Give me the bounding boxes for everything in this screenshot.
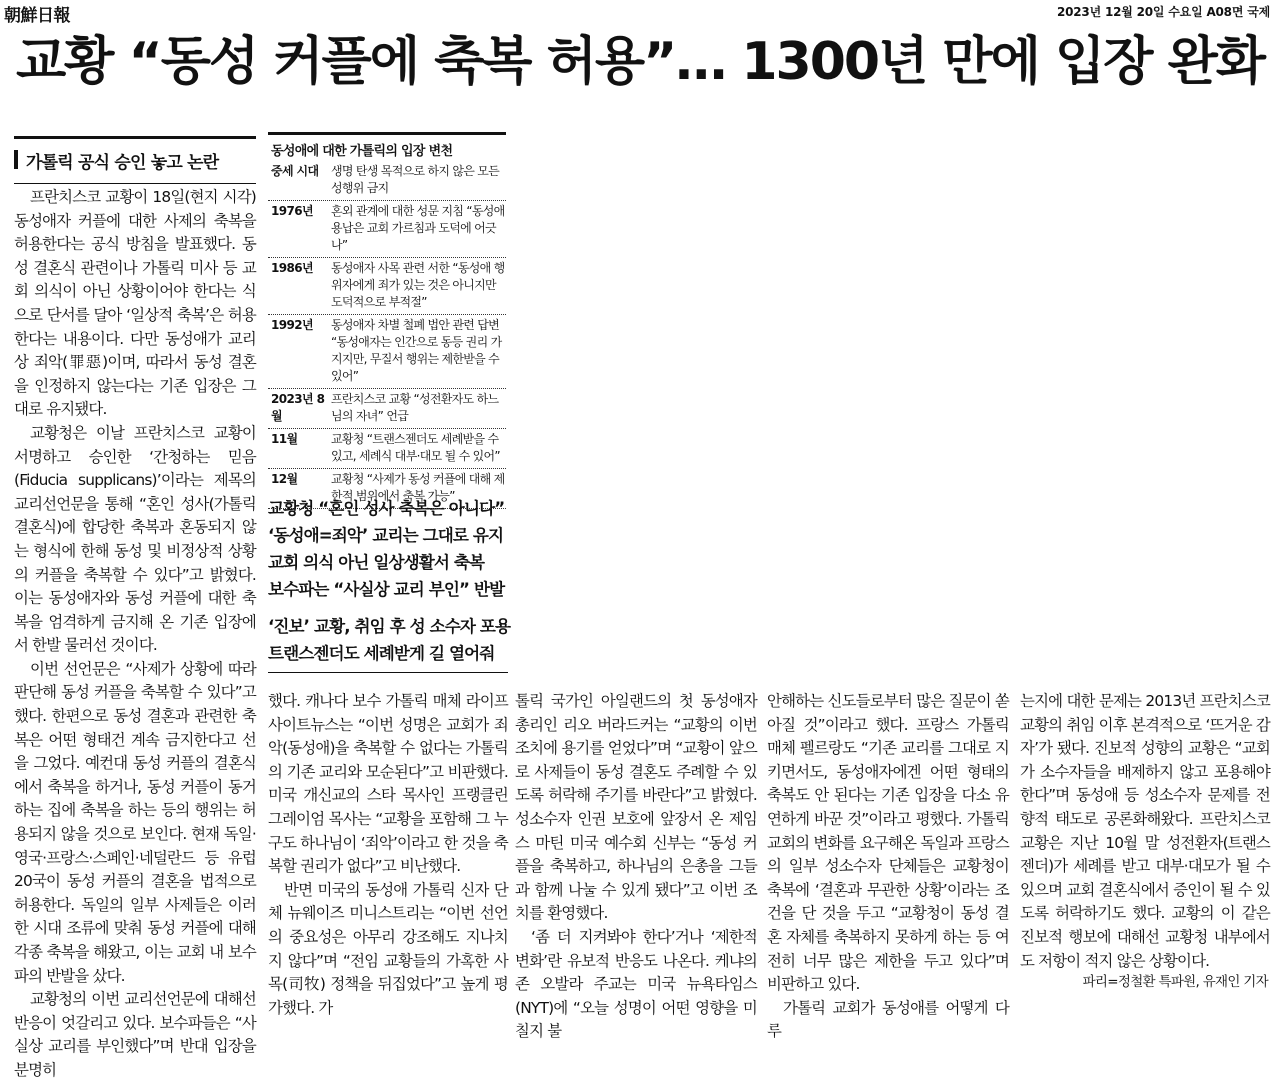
timeline-row — [268, 315, 506, 389]
timeline-year: 12월 — [271, 472, 298, 486]
callout-line: ‘동성애=죄악’ 교리는 그대로 유지 — [268, 526, 504, 545]
timeline-year: 2023년 8월 — [271, 392, 325, 423]
timeline-text: 동성애자 사목 관련 서한 “동성애 행위자에게 죄가 있는 것은 아니지만 도덕적으로 부적절” — [331, 261, 505, 309]
paragraph: 반면 미국의 동성애 가톨릭 신자 단체 뉴웨이즈 미니스트리는 “이번 선언의 중요성은 아무리 강조해도 지나치지 않다”며 “전임 교황들의 가혹한 사목(司牧) 정책을 뒤집었다”고 높게 평가했다. 가 — [268, 880, 508, 1017]
callout-line: 보수파는 “사실상 교리 부인” 반발 — [268, 580, 505, 599]
callout-line: 교황청 “혼인 성사 축복은 아니다” — [268, 499, 505, 518]
article-column-1 — [14, 186, 256, 1083]
timeline-title: 동성애에 대한 가톨릭의 입장 변천 — [268, 132, 506, 161]
newspaper-masthead: 朝鮮日報 — [4, 6, 70, 26]
timeline-year: 1976년 — [271, 204, 313, 218]
callout-line: 트랜스젠더도 세례받게 길 열어줘 — [268, 644, 495, 663]
timeline-row — [268, 389, 506, 429]
timeline-text: 교황청 “트랜스젠더도 세례받을 수 있고, 세례식 대부·대모 될 수 있어” — [331, 432, 500, 463]
article-column-5 — [1020, 690, 1270, 973]
article-column-2 — [268, 690, 508, 1020]
callout-rule — [268, 672, 508, 673]
article-column-3 — [515, 690, 757, 1044]
paragraph: 이번 선언문은 “사제가 상황에 따라 판단해 동성 커플을 축복할 수 있다”고 했다. 한편으로 동성 결혼과 관련한 축복은 어떤 형태건 계속 금지한다고 선을 그었다. 예컨대 동성 커플의 결혼식에서 축복을 하거나, 동성 커플이 동거하는 집에 축복을 하는 등의 행위는 허용되지 않을 것으로 보인다. 현재 독일·영국·프랑스·스페인·네덜란드 등 유럽 20국이 동성 커플의 결혼을 법적으로 허용한다. 독일의 일부 사제들은 이러한 시대 조류에 맞춰 동성 커플에 대해 각종 축복을 해왔고, 이는 교회 내 보수파의 반발을 샀다. — [14, 659, 256, 985]
paragraph: 가톨릭 교회가 동성애를 어떻게 다루 — [767, 998, 1009, 1041]
article-column-4 — [767, 690, 1009, 1044]
timeline-text: 교황청 “사제가 동성 커플에 대해 제한적 범위에서 축복 가능” — [331, 472, 505, 503]
dateline: 2023년 12월 20일 수요일 A08면 국제 — [1056, 5, 1270, 19]
headline: 교황 “동성 커플에 축복 허용”… 1300년 만에 입장 완화 — [15, 32, 1265, 92]
paragraph: 는지에 대한 문제는 2013년 프란치스코 교황의 취임 이후 본격적으로 ‘뜨거운 감자’가 됐다. 진보적 성향의 교황은 “교회가 소수자들을 배제하지 않고 포용해야 한다”며 동성애 등 성소수자 문제를 전향적 태도로 공론화해왔다. 프란치스코 교황은 지난 10월 말 성전환자(트랜스젠더)가 세례를 받고 대부·대모가 될 수 있으며 교회 결혼식에서 증인이 될 수 있도록 허락하기도 했다. 교황의 이 같은 진보적 행보에 대해선 교황청 내부에서도 저항이 적지 않은 상황이다. — [1020, 692, 1270, 970]
byline: 파리=정철환 특파원, 유재인 기자 — [1082, 974, 1268, 990]
paragraph: ‘좀 더 지켜봐야 한다’거나 ‘제한적 변화’란 유보적 반응도 나온다. 케냐의 존 오발라 주교는 미국 뉴욕타임스(NYT)에 “오늘 성명이 어떤 영향을 미칠지 불 — [515, 927, 757, 1041]
paragraph: 톨릭 국가인 아일랜드의 첫 동성애자 총리인 리오 버라드커는 “교황의 이번 조치에 용기를 얻었다”며 “교황이 앞으로 사제들이 동성 결혼도 주례할 수 있도록 허락해 주기를 바란다”고 밝혔다. 성소수자 인권 보호에 앞장서 온 제임스 마틴 미국 예수회 신부는 “동성 커플을 축복하고, 하나님의 은총을 그들과 함께 나눌 수 있게 됐다”고 이번 조치를 환영했다. — [515, 692, 757, 923]
timeline-text: 생명 탄생 목적으로 하지 않은 모든 성행위 금지 — [331, 164, 500, 195]
timeline-text: 혼외 관계에 대한 성문 지침 “동성애 용납은 교회 가르침과 도덕에 어긋나” — [331, 204, 505, 252]
subhead: 가톨릭 공식 승인 놓고 논란 — [26, 153, 219, 173]
timeline-year: 11월 — [271, 432, 298, 446]
paragraph: 안해하는 신도들로부터 많은 질문이 쏟아질 것”이라고 했다. 프랑스 가톨릭 매체 펠르랑도 “기존 교리를 그대로 지키면서도, 동성애자에겐 어떤 형태의 축복도 안 된다는 기존 입장을 다소 유연하게 바꾼 것”이라고 평했다. 가톨릭 교회의 변화를 요구해온 독일과 프랑스의 일부 성소수자 단체들은 교황청이 축복에 ‘결혼과 무관한 상황’이라는 조건을 단 것을 두고 “교황청이 동성 결혼 자체를 축복하지 못하게 하는 등 여전히 너무 많은 제한을 두고 있다”며 비판하고 있다. — [767, 692, 1009, 994]
timeline-row — [268, 161, 506, 201]
timeline-row — [268, 258, 506, 315]
timeline-row — [268, 429, 506, 469]
subhead-bar — [14, 150, 18, 169]
paragraph: 프란치스코 교황이 18일(현지 시각) 동성애자 커플에 대한 사제의 축복을 허용한다는 공식 방침을 발표했다. 동성 결혼식 관련이나 가톨릭 미사 등 교회 의식이 아닌 상황이어야 한다는 식으로 단서를 달아 ‘일상적 축복’은 허용한다는 내용이다. 다만 동성애가 교리상 죄악(罪惡)이며, 따라서 동성 결혼을 인정하지 않는다는 기존 입장은 그대로 유지됐다. — [14, 188, 256, 419]
timeline-box — [268, 132, 506, 509]
paragraph: 했다. 캐나다 보수 가톨릭 매체 라이프사이트뉴스는 “이번 성명은 교회가 죄악(동성애)을 축복할 수 없다는 가톨릭의 기존 교리와 모순된다”고 비판했다. 미국 개신교의 스타 목사인 프랭클린 그레이엄 목사는 “교황을 포함해 그 누구도 하나님이 ‘죄악’이라고 한 것을 축복할 권리가 없다”고 비난했다. — [268, 692, 508, 876]
callout-box — [268, 495, 511, 667]
paragraph: 교황청은 이날 프란치스코 교황이 서명하고 승인한 ‘간청하는 믿음(Fiducia supplicans)’이라는 제목의 교리선언문을 통해 “혼인 성사(가톨릭 결혼식)에 합당한 축복과 혼동되지 않는 형식에 한해 동성 및 비정상적 상황의 커플을 축복할 수 있다”고 밝혔다. 이는 동성애자와 동성 커플에 대한 축복을 엄격하게 금지해 온 기존 입장에서 한발 물러선 것이다. — [14, 423, 256, 655]
timeline-text: 프란치스코 교황 “성전환자도 하느님의 자녀” 언급 — [331, 392, 499, 423]
timeline-year: 1986년 — [271, 261, 313, 275]
timeline-year: 중세 시대 — [271, 164, 319, 178]
top-bar — [0, 0, 1280, 26]
timeline-row — [268, 201, 506, 258]
timeline-text: 동성애자 차별 철폐 법안 관련 답변 “동성애자는 인간으로 동등 권리 가지지만, 무질서 행위는 제한받을 수 있어” — [331, 318, 502, 383]
subhead-box — [14, 136, 256, 184]
timeline-year: 1992년 — [271, 318, 313, 332]
callout-line: 교회 의식 아닌 일상생활서 축복 — [268, 553, 485, 572]
paragraph: 교황청의 이번 교리선언문에 대해선 반응이 엇갈리고 있다. 보수파들은 “사실상 교리를 부인했다”며 반대 입장을 분명히 — [14, 990, 256, 1079]
callout-line: ‘진보’ 교황, 취임 후 성 소수자 포용 — [268, 617, 511, 636]
